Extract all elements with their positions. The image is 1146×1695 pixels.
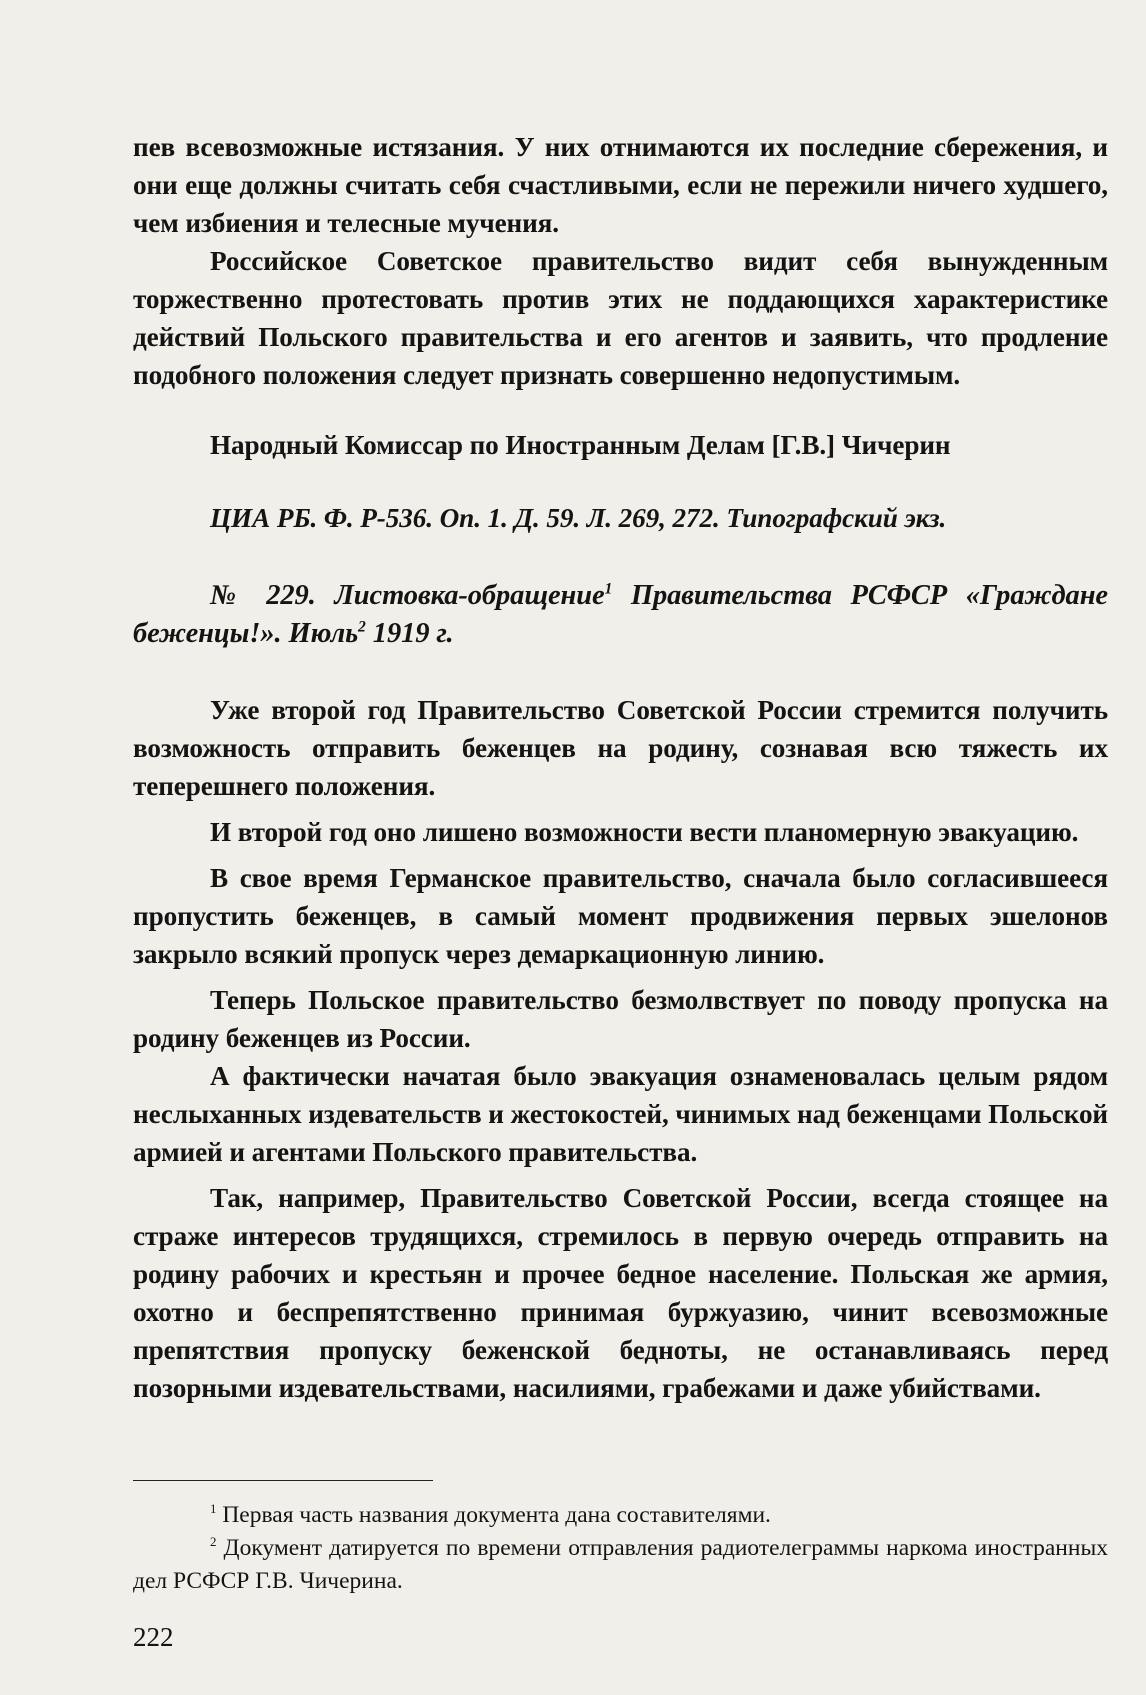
signature-line: Народный Комиссар по Иностранным Делам [Г.В.] Чичерин	[210, 430, 951, 460]
footnotes	[133, 1480, 1108, 1598]
paragraph-3: В свое время Германское правительство, сначала было согласившееся пропустить беженцев, в самый момент продвижения первых эшелонов закрыло всякий пропуск через демаркационную линию.	[133, 863, 1108, 969]
paragraph-protest: Российское Советское правительство видит себя вынужденным торжественно протестовать против этих не поддающихся характеристике действий Польского правительства и его агентов и заявить, что продление подобного положения следует признать совершенно недопустимым.	[133, 246, 1108, 390]
footnote-2	[133, 1532, 1108, 1598]
document-title	[133, 577, 1108, 653]
page-number: 222	[133, 1622, 174, 1652]
paragraph-6: Так, например, Правительство Советской России, всегда стоящее на страже интересов трудящихся, стремилось в первую очередь отправить на родину рабочих и крестьян и прочее бедное население. Польская же армия, охотно и беспрепятственно принимая буржуазию, чинит всевозможные препятствия пропуску беженской бедноты, не останавливаясь перед позорными издевательствами, насилиями, грабежами и даже убийствами.	[133, 1183, 1108, 1403]
paragraph-1: Уже второй год Правительство Советской России стремится получить возможность отправить беженцев на родину, сознавая всю тяжесть их теперешнего положения.	[133, 695, 1108, 801]
footnote-text-1: Первая часть названия документа дана составителями.	[216, 1502, 771, 1528]
footnote-ref-2: 2	[358, 618, 366, 636]
footnote-ref-1: 1	[604, 580, 613, 598]
paragraph-5: А фактически начатая было эвакуация ознаменовалась целым рядом неслыханных издевательств и жестокостей, чинимых над беженцами Польской армией и агентами Польского правительства.	[133, 1061, 1108, 1167]
archive-reference: ЦИА РБ. Ф. Р-536. Оп. 1. Д. 59. Л. 269, 272. Типографский экз.	[210, 503, 947, 533]
title-part-3: 1919 г.	[365, 618, 454, 649]
paragraph-2: И второй год оно лишено возможности вести планомерную эвакуацию.	[210, 817, 1079, 847]
footnote-text-2: Документ датируется по времени отправления радиотелеграммы наркома иностранных дел РСФСР Г.В. Чичерина.	[133, 1535, 1108, 1594]
footnote-1	[133, 1499, 1108, 1532]
footnote-divider	[133, 1480, 433, 1481]
title-part-2: Правительства РСФСР «Граждане беженцы!». Июль	[133, 580, 1108, 649]
paragraph-4: Теперь Польское правительство безмолвствует по поводу пропуска на родину беженцев из России.	[133, 985, 1108, 1053]
paragraph-continuation: пев всевозможные истязания. У них отнимаются их последние сбережения, и они еще должны считать себя счастливыми, если не пережили ничего худшего, чем избиения и телесные мучения.	[133, 132, 1108, 238]
footnote-mark-1: 1	[210, 1501, 217, 1517]
document-body	[133, 128, 1108, 1407]
footnote-mark-2: 2	[210, 1534, 217, 1550]
title-part-1: № 229. Листовка-обращение	[210, 580, 605, 611]
